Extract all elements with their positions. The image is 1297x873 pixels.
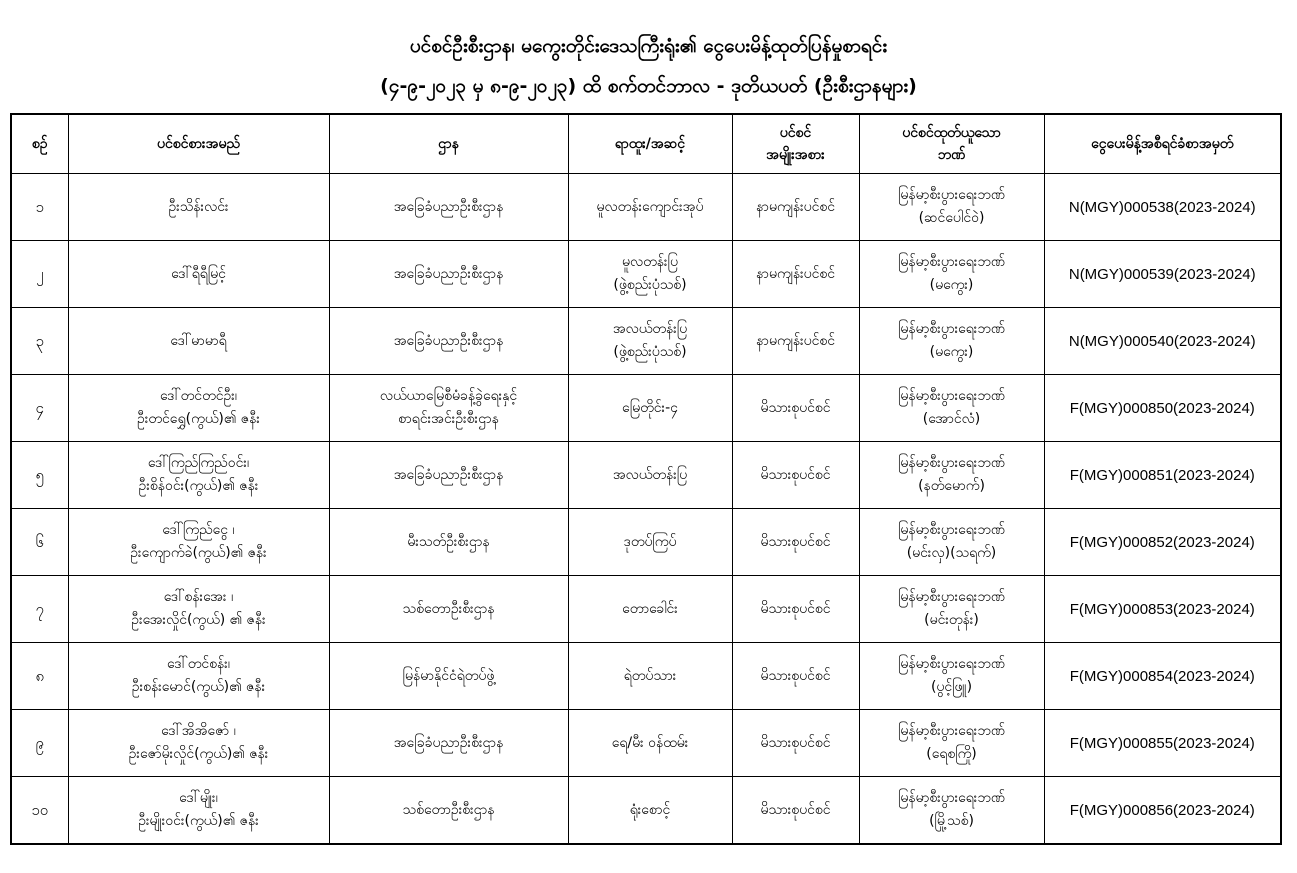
position-cell xyxy=(568,710,732,777)
bank-line: (အောင်လံ) xyxy=(922,411,981,427)
department-line: မီးသတ်ဦးစီးဌာန xyxy=(407,533,490,550)
department-line: စာရင်းအင်းဦးစီးဌာန xyxy=(398,411,499,427)
position-cell xyxy=(568,576,732,643)
order-number-cell: F(MGY)000854(2023-2024) xyxy=(1044,643,1281,710)
pensioner-name-cell xyxy=(68,509,329,576)
department-line: အခြေခံပညာဦးစီးဌာန xyxy=(393,198,504,215)
department-cell xyxy=(329,375,568,442)
position-cell xyxy=(568,308,732,375)
order-number-cell: N(MGY)000540(2023-2024) xyxy=(1044,308,1281,375)
bank-cell xyxy=(859,710,1044,777)
row-number-cell: ၃ xyxy=(11,308,68,375)
order-number-cell: F(MGY)000856(2023-2024) xyxy=(1044,777,1281,845)
pensioner-name-line: ဦးကျောက်ခဲ(ကွယ်)၏ ဇနီး xyxy=(130,545,267,561)
position-cell xyxy=(568,777,732,845)
row-number-cell: ၂ xyxy=(11,241,68,308)
pensioner-name-line: ဦးတင်ရွှေ(ကွယ်)၏ ဇနီး xyxy=(137,411,260,427)
pensioner-name-line: ဒေါ်ကြည်ငွေ ၊ xyxy=(162,522,235,538)
document-header xyxy=(0,26,1297,106)
position-line: အလယ်တန်းပြ xyxy=(612,321,688,337)
pensioner-name-line: ဦးအေးလှိုင်(ကွယ်) ၏ ဇနီး xyxy=(131,612,266,628)
bank-line: (ပွင့်ဖြူ) xyxy=(930,679,973,695)
position-line: ရုံးစောင့် xyxy=(629,801,671,818)
bank-cell xyxy=(859,308,1044,375)
position-line: (ဖွဲ့စည်းပုံသစ်) xyxy=(613,277,687,293)
header-pension-type xyxy=(732,114,859,174)
pensioner-name-cell xyxy=(68,442,329,509)
bank-line: မြန်မာ့စီးပွားရေးဘဏ် xyxy=(898,254,1005,270)
bank-line: မြန်မာ့စီးပွားရေးဘဏ် xyxy=(898,321,1005,337)
pensioner-name-line: ဦးသိန်းလင်း xyxy=(168,198,229,215)
table-row xyxy=(11,174,1281,241)
bank-line: မြန်မာ့စီးပွားရေးဘဏ် xyxy=(898,790,1005,806)
pensioner-name-cell xyxy=(68,643,329,710)
bank-line: (ဆင်ပေါင်ဝဲ) xyxy=(918,210,985,226)
order-number-cell: N(MGY)000538(2023-2024) xyxy=(1044,174,1281,241)
header-pension-type-line: အမျိုးအစား xyxy=(766,147,825,163)
pensioner-name-line: ဒေါ်အိအိဇော် ၊ xyxy=(161,723,236,739)
position-cell xyxy=(568,174,732,241)
row-number-cell: ၉ xyxy=(11,710,68,777)
bank-cell xyxy=(859,509,1044,576)
pensioner-name-cell xyxy=(68,174,329,241)
pensioner-name-line: ဒေါ်မျိုး၊ xyxy=(179,790,218,806)
order-number-cell: N(MGY)000539(2023-2024) xyxy=(1044,241,1281,308)
document-subtitle: (၄-၉-၂၀၂၃ မှ ၈-၉-၂၀၂၃) ထိ စက်တင်ဘာလ - ဒုတိယပတ် (ဦးစီးဌာနများ) xyxy=(380,75,917,97)
pensioner-name-cell xyxy=(68,241,329,308)
department-line: အခြေခံပညာဦးစီးဌာန xyxy=(393,265,504,282)
bank-line: (ရေစကြို) xyxy=(926,746,977,762)
position-line: ဒုတပ်ကြပ် xyxy=(623,533,677,550)
position-line: မြေတိုင်း-၄ xyxy=(621,399,679,416)
bank-line: မြန်မာ့စီးပွားရေးဘဏ် xyxy=(898,187,1005,203)
table-row xyxy=(11,308,1281,375)
position-line: အလယ်တန်းပြ xyxy=(612,466,688,483)
bank-line: (မကွေး) xyxy=(929,277,974,293)
row-number-cell: ၇ xyxy=(11,576,68,643)
bank-cell xyxy=(859,241,1044,308)
position-line: (ဖွဲ့စည်းပုံသစ်) xyxy=(613,344,687,360)
pension-order-table xyxy=(10,113,1282,845)
pension-type-cell: နာမကျန်းပင်စင် xyxy=(732,174,859,241)
department-cell xyxy=(329,509,568,576)
pensioner-name-cell xyxy=(68,375,329,442)
bank-cell xyxy=(859,442,1044,509)
order-number-cell: F(MGY)000850(2023-2024) xyxy=(1044,375,1281,442)
table-header-row xyxy=(11,114,1281,174)
bank-line: (မကွေး) xyxy=(929,344,974,360)
table-row xyxy=(11,576,1281,643)
header-no: စဉ် xyxy=(11,114,68,174)
bank-cell xyxy=(859,174,1044,241)
bank-line: (မင်းလှ)(သရက်) xyxy=(906,545,997,561)
pension-type-cell: မိသားစုပင်စင် xyxy=(732,777,859,845)
department-cell xyxy=(329,442,568,509)
department-line: အခြေခံပညာဦးစီးဌာန xyxy=(393,466,504,483)
department-cell xyxy=(329,241,568,308)
table-row xyxy=(11,777,1281,845)
bank-cell xyxy=(859,643,1044,710)
table-row xyxy=(11,509,1281,576)
row-number-cell: ၁ xyxy=(11,174,68,241)
bank-line: (နတ်မောက်) xyxy=(918,478,985,494)
header-bank xyxy=(859,114,1044,174)
pension-type-cell: မိသားစုပင်စင် xyxy=(732,375,859,442)
pensioner-name-line: ဒေါ်မာမာရီ xyxy=(170,332,227,349)
order-number-cell: F(MGY)000855(2023-2024) xyxy=(1044,710,1281,777)
document-title: ပင်စင်ဦးစီးဌာန၊ မကွေးတိုင်းဒေသကြီးရုံး၏ ငွေပေးမိန့်ထုတ်ပြန်မှုစာရင်း xyxy=(409,35,888,57)
bank-line: (မင်းတုန်း) xyxy=(924,612,979,628)
order-number-cell: F(MGY)000851(2023-2024) xyxy=(1044,442,1281,509)
header-name: ပင်စင်စားအမည် xyxy=(68,114,329,174)
pensioner-name-line: ဒေါ်စန်းအေး ၊ xyxy=(163,589,234,605)
row-number-cell: ၅ xyxy=(11,442,68,509)
department-line: သစ်တောဦးစီးဌာန xyxy=(402,801,495,818)
position-line: တောခေါင်း xyxy=(622,600,678,617)
table-row xyxy=(11,643,1281,710)
position-line: မူလတန်းပြ xyxy=(622,254,678,270)
pensioner-name-line: ဒေါ်တင်စန်း၊ xyxy=(167,656,230,672)
table-body xyxy=(11,174,1281,845)
department-line: မြန်မာနိုင်ငံရဲတပ်ဖွဲ့ xyxy=(402,667,495,684)
position-cell xyxy=(568,643,732,710)
pensioner-name-cell xyxy=(68,777,329,845)
bank-cell xyxy=(859,777,1044,845)
header-pension-type-line: ပင်စင် xyxy=(779,125,812,141)
header-order-no: ငွေပေးမိန့်အစီရင်ခံစာအမှတ် xyxy=(1044,114,1281,174)
header-bank-line: ဘဏ် xyxy=(937,147,966,163)
pension-type-cell: မိသားစုပင်စင် xyxy=(732,576,859,643)
department-line: လယ်ယာမြေစီမံခန့်ခွဲရေးနှင့် xyxy=(379,388,518,404)
pensioner-name-cell xyxy=(68,308,329,375)
department-line: အခြေခံပညာဦးစီးဌာန xyxy=(393,332,504,349)
table-row xyxy=(11,375,1281,442)
row-number-cell: ၈ xyxy=(11,643,68,710)
bank-line: မြန်မာ့စီးပွားရေးဘဏ် xyxy=(898,723,1005,739)
position-cell xyxy=(568,509,732,576)
bank-line: မြန်မာ့စီးပွားရေးဘဏ် xyxy=(898,455,1005,471)
row-number-cell: ၁၀ xyxy=(11,777,68,845)
table-row xyxy=(11,710,1281,777)
pension-type-cell: နာမကျန်းပင်စင် xyxy=(732,241,859,308)
bank-line: (မြို့သစ်) xyxy=(929,813,974,829)
department-cell xyxy=(329,710,568,777)
pension-type-cell: နာမကျန်းပင်စင် xyxy=(732,308,859,375)
pensioner-name-cell xyxy=(68,576,329,643)
header-position: ရာထူး/အဆင့် xyxy=(568,114,732,174)
pension-type-cell: မိသားစုပင်စင် xyxy=(732,509,859,576)
pension-type-cell: မိသားစုပင်စင် xyxy=(732,710,859,777)
department-line: အခြေခံပညာဦးစီးဌာန xyxy=(393,734,504,751)
row-number-cell: ၄ xyxy=(11,375,68,442)
bank-line: မြန်မာ့စီးပွားရေးဘဏ် xyxy=(898,522,1005,538)
bank-line: မြန်မာ့စီးပွားရေးဘဏ် xyxy=(898,388,1005,404)
pension-type-cell: မိသားစုပင်စင် xyxy=(732,442,859,509)
table-row xyxy=(11,241,1281,308)
pensioner-name-line: ဦးစန်းမောင်(ကွယ်)၏ ဇနီး xyxy=(131,679,266,695)
position-cell xyxy=(568,442,732,509)
position-line: ရဲတပ်သား xyxy=(623,667,677,684)
pensioner-name-line: ဦးဇော်မိုးလှိုင်(ကွယ်)၏ ဇနီး xyxy=(128,746,269,762)
bank-line: မြန်မာ့စီးပွားရေးဘဏ် xyxy=(898,589,1005,605)
order-number-cell: F(MGY)000853(2023-2024) xyxy=(1044,576,1281,643)
department-cell xyxy=(329,643,568,710)
bank-cell xyxy=(859,375,1044,442)
department-cell xyxy=(329,777,568,845)
table-row xyxy=(11,442,1281,509)
bank-cell xyxy=(859,576,1044,643)
header-department: ဌာန xyxy=(329,114,568,174)
pensioner-name-line: ဒေါ်ရီရီမြင့် xyxy=(171,265,226,282)
pensioner-name-cell xyxy=(68,710,329,777)
pensioner-name-line: ဦးမျိုးဝင်း(ကွယ်)၏ ဇနီး xyxy=(138,813,259,829)
bank-line: မြန်မာ့စီးပွားရေးဘဏ် xyxy=(898,656,1005,672)
department-line: သစ်တောဦးစီးဌာန xyxy=(402,600,495,617)
pensioner-name-line: ဒေါ်တင်တင်ဦး၊ xyxy=(160,388,237,404)
department-cell xyxy=(329,174,568,241)
order-number-cell: F(MGY)000852(2023-2024) xyxy=(1044,509,1281,576)
department-cell xyxy=(329,576,568,643)
header-bank-line: ပင်စင်ထုတ်ယူသော xyxy=(902,125,1001,141)
position-line: ရေ/မီး ဝန်ထမ်း xyxy=(611,734,689,751)
pensioner-name-line: ဦးစိန်ဝင်း(ကွယ်)၏ ဇနီး xyxy=(138,478,259,494)
row-number-cell: ၆ xyxy=(11,509,68,576)
pensioner-name-line: ဒေါ်ကြည်ကြည်ဝင်း၊ xyxy=(147,455,250,471)
position-cell xyxy=(568,375,732,442)
position-line: မူလတန်းကျောင်းအုပ် xyxy=(596,198,704,215)
department-cell xyxy=(329,308,568,375)
position-cell xyxy=(568,241,732,308)
pension-type-cell: မိသားစုပင်စင် xyxy=(732,643,859,710)
